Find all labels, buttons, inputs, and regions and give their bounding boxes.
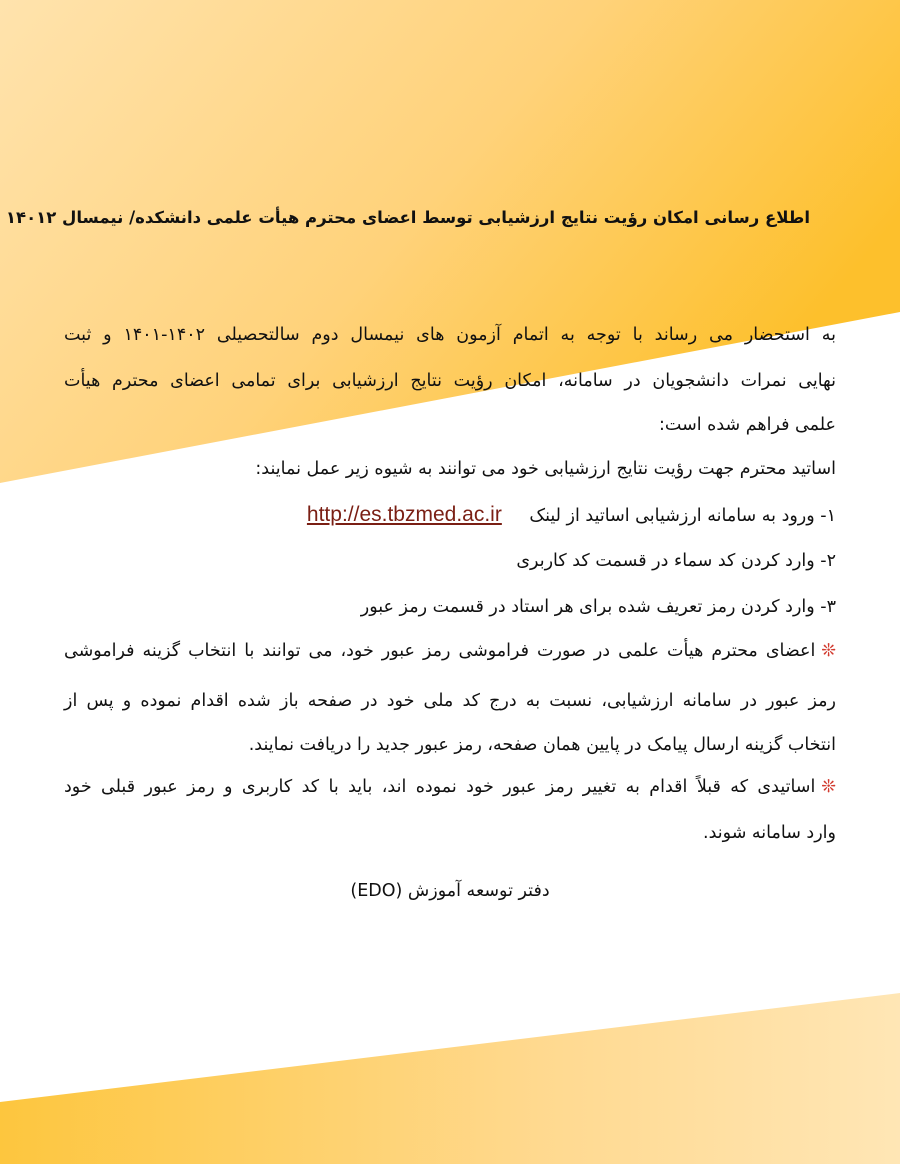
note-2-line-1-text: اساتیدی که قبلاً اقدام به تغییر رمز عبور خود نموده اند، باید با کد کاربری و رمز عبور قبلی خود [64, 777, 816, 797]
intro-line-1: به استحضار می رساند با توجه به اتمام آزمون های نیمسال دوم سالتحصیلی ۱۴۰۲-۱۴۰۱ و ثبت [64, 325, 836, 345]
intro-line-2: نهایی نمرات دانشجویان در سامانه، امکان رؤیت نتایج ارزشیابی برای تمامی اعضای محترم هیأت [64, 371, 836, 391]
note-2-line-2: وارد سامانه شوند. [703, 823, 836, 843]
steps-intro: اساتید محترم جهت رؤیت نتایج ارزشیابی خود می توانند به شیوه زیر عمل نمایند: [255, 459, 836, 479]
note-1-line-1-text: اعضای محترم هیأت علمی در صورت فراموشی رمز عبور خود، می توانند با انتخاب گزینه فراموشی [64, 641, 816, 661]
asterisk-bullet-icon: ❊ [821, 641, 836, 661]
note-1-line-3: انتخاب گزینه ارسال پیامک در پایین همان صفحه، رمز عبور جدید را دریافت نمایند. [248, 735, 836, 755]
note-1-line-2: رمز عبور در سامانه ارزشیابی، نسبت به درج کد ملی خود در صفحه باز شده اقدام نموده و پس از [64, 691, 836, 711]
intro-line-3: علمی فراهم شده است: [658, 415, 836, 435]
step-1 [64, 500, 836, 531]
step-2: ۲- وارد کردن کد سماء در قسمت کد کاربری [516, 551, 836, 571]
signature-office: دفتر توسعه آموزش (EDO) [350, 881, 550, 901]
note-2-line-1 [64, 772, 836, 802]
notice-title: اطلاع رسانی امکان رؤیت نتایج ارزشیابی توسط اعضای محترم هیأت علمی دانشکده/ نیمسال ۱۴۰۱۲ [5, 208, 810, 227]
step-3: ۳- وارد کردن رمز تعریف شده برای هر استاد در قسمت رمز عبور [360, 597, 836, 617]
note-1-line-1 [64, 636, 836, 666]
evaluation-system-link[interactable]: http://es.tbzmed.ac.ir [306, 503, 502, 526]
step-1-text: ۱- ورود به سامانه ارزشیابی اساتید از لینک [529, 506, 836, 526]
asterisk-bullet-icon: ❊ [821, 777, 836, 797]
